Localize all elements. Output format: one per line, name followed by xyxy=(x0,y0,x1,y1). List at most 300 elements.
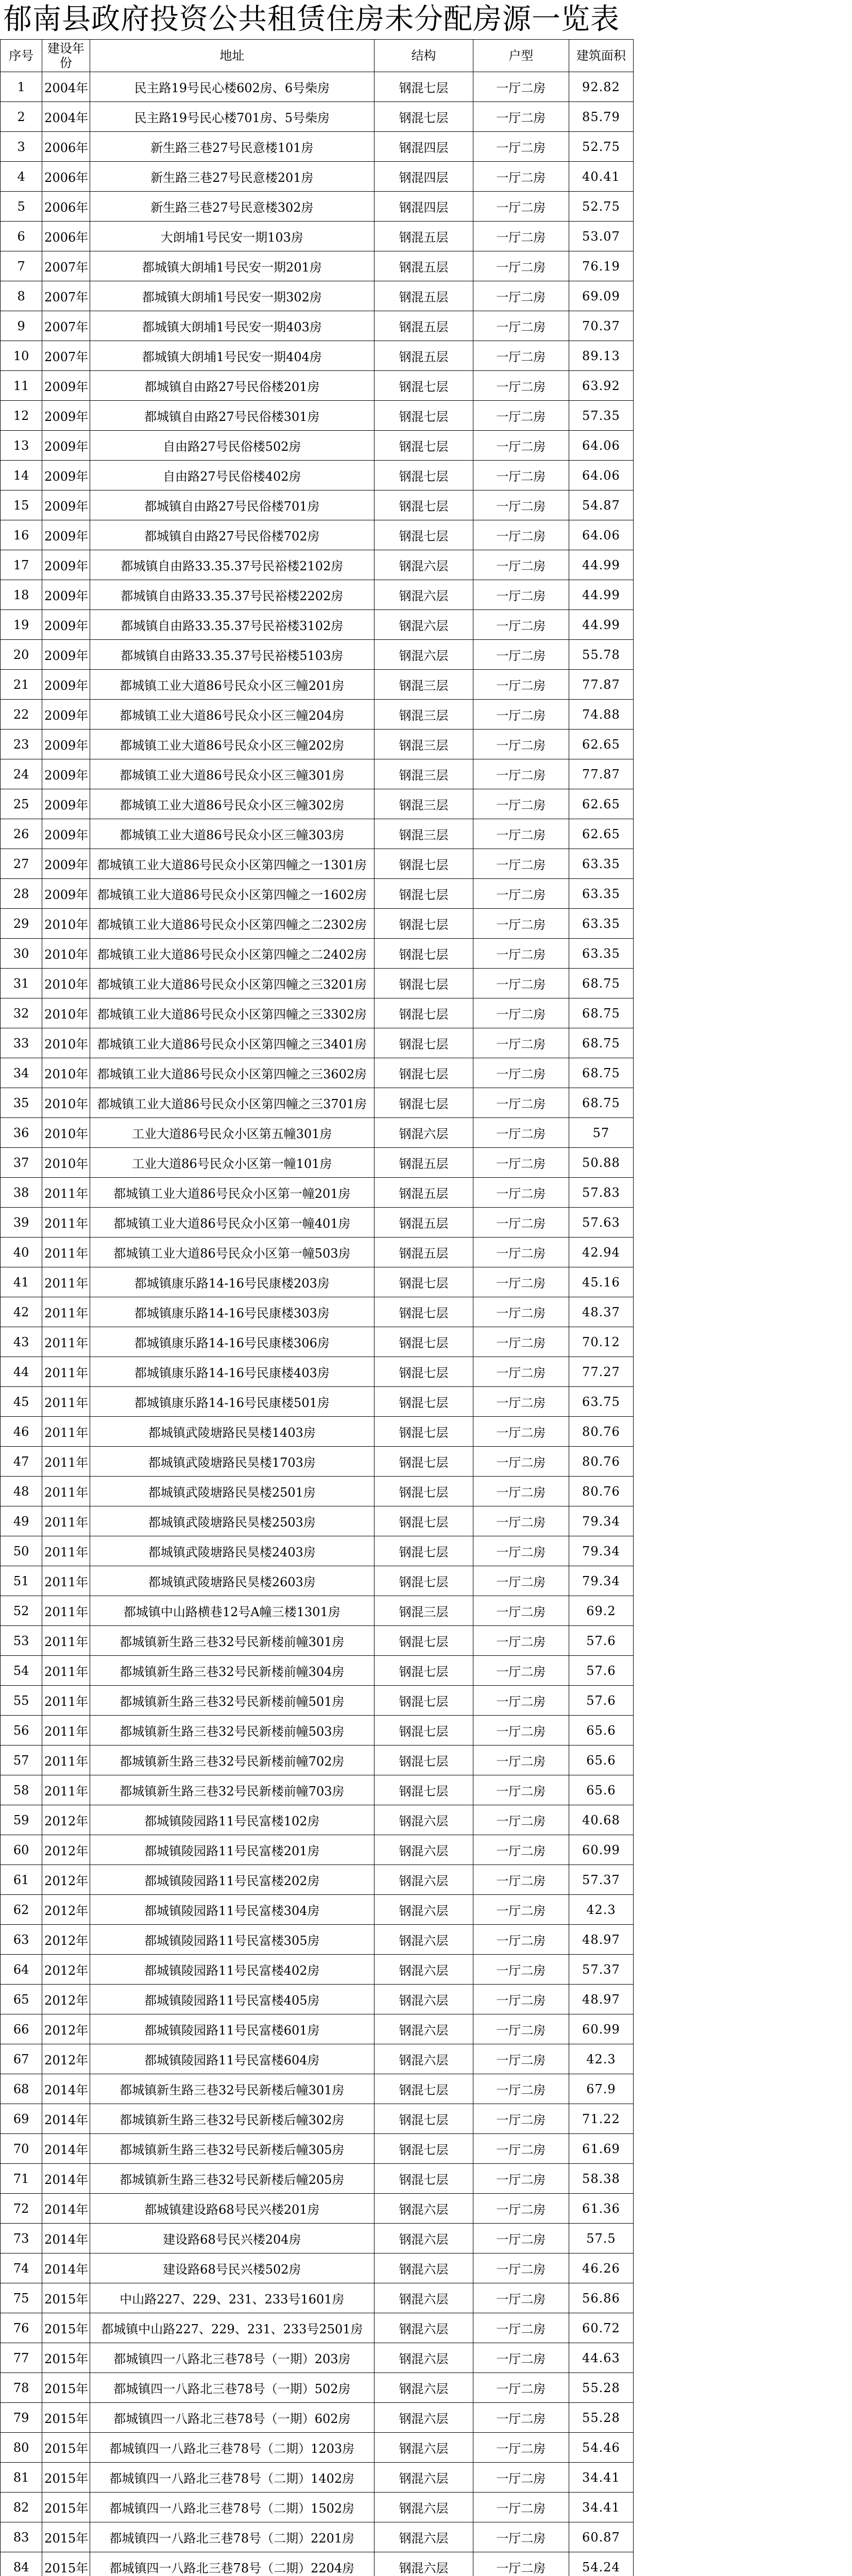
cell-area: 60.72 xyxy=(569,2313,633,2343)
cell-unit-type: 一厅二房 xyxy=(473,1387,569,1417)
cell-area: 40.41 xyxy=(569,162,633,192)
table-row xyxy=(1,1925,634,1955)
cell-index: 70 xyxy=(1,2134,42,2164)
cell-year: 2015年 xyxy=(42,2433,90,2463)
cell-unit-type: 一厅二房 xyxy=(473,909,569,939)
cell-index: 69 xyxy=(1,2104,42,2134)
cell-year: 2009年 xyxy=(42,580,90,610)
cell-year: 2014年 xyxy=(42,2104,90,2134)
table-row xyxy=(1,2552,634,2576)
cell-address: 都城镇陵园路11号民富楼102房 xyxy=(90,1805,374,1835)
cell-index: 27 xyxy=(1,849,42,879)
cell-area: 61.36 xyxy=(569,2194,633,2224)
cell-area: 69.09 xyxy=(569,281,633,311)
cell-year: 2011年 xyxy=(42,1357,90,1387)
table-row xyxy=(1,2343,634,2373)
cell-area: 80.76 xyxy=(569,1477,633,1506)
cell-unit-type: 一厅二房 xyxy=(473,2343,569,2373)
cell-unit-type: 一厅二房 xyxy=(473,610,569,640)
cell-year: 2011年 xyxy=(42,1208,90,1238)
cell-area: 57.37 xyxy=(569,1955,633,1985)
cell-structure: 钢混三层 xyxy=(374,759,473,789)
table-row xyxy=(1,1865,634,1895)
cell-index: 56 xyxy=(1,1716,42,1745)
cell-index: 73 xyxy=(1,2224,42,2253)
cell-year: 2012年 xyxy=(42,2014,90,2044)
cell-structure: 钢混三层 xyxy=(374,730,473,759)
cell-unit-type: 一厅二房 xyxy=(473,222,569,251)
table-row xyxy=(1,2313,634,2343)
table-row xyxy=(1,1477,634,1506)
cell-index: 60 xyxy=(1,1835,42,1865)
cell-area: 42.94 xyxy=(569,1238,633,1267)
cell-unit-type: 一厅二房 xyxy=(473,1148,569,1178)
cell-unit-type: 一厅二房 xyxy=(473,1028,569,1058)
table-row xyxy=(1,401,634,431)
cell-address: 都城镇陵园路11号民富楼202房 xyxy=(90,1865,374,1895)
cell-unit-type: 一厅二房 xyxy=(473,1536,569,1566)
cell-index: 46 xyxy=(1,1417,42,1447)
cell-unit-type: 一厅二房 xyxy=(473,1686,569,1716)
cell-year: 2009年 xyxy=(42,371,90,401)
cell-area: 57 xyxy=(569,1118,633,1148)
cell-area: 57.6 xyxy=(569,1626,633,1656)
table-row xyxy=(1,2164,634,2194)
table-row xyxy=(1,909,634,939)
cell-structure: 钢混七层 xyxy=(374,1716,473,1745)
cell-year: 2010年 xyxy=(42,1148,90,1178)
cell-area: 46.26 xyxy=(569,2253,633,2283)
cell-area: 54.24 xyxy=(569,2552,633,2576)
table-row xyxy=(1,520,634,550)
header-row xyxy=(1,40,634,72)
cell-address: 都城镇自由路27号民俗楼301房 xyxy=(90,401,374,431)
cell-area: 34.41 xyxy=(569,2493,633,2522)
cell-area: 70.12 xyxy=(569,1327,633,1357)
cell-year: 2011年 xyxy=(42,1238,90,1267)
cell-index: 45 xyxy=(1,1387,42,1417)
cell-index: 66 xyxy=(1,2014,42,2044)
cell-unit-type: 一厅二房 xyxy=(473,2373,569,2403)
table-row xyxy=(1,550,634,580)
cell-address: 都城镇武陵塘路民昊楼1703房 xyxy=(90,1447,374,1477)
table-row xyxy=(1,1208,634,1238)
table-row xyxy=(1,2134,634,2164)
cell-index: 18 xyxy=(1,580,42,610)
cell-structure: 钢混六层 xyxy=(374,2552,473,2576)
cell-unit-type: 一厅二房 xyxy=(473,1506,569,1536)
cell-area: 54.46 xyxy=(569,2433,633,2463)
cell-structure: 钢混六层 xyxy=(374,2343,473,2373)
cell-unit-type: 一厅二房 xyxy=(473,1745,569,1775)
cell-area: 65.6 xyxy=(569,1716,633,1745)
cell-unit-type: 一厅二房 xyxy=(473,1208,569,1238)
header-structure: 结构 xyxy=(374,40,473,72)
cell-structure: 钢混六层 xyxy=(374,2403,473,2433)
cell-index: 22 xyxy=(1,700,42,730)
cell-address: 都城镇工业大道86号民众小区第四幢之一1301房 xyxy=(90,849,374,879)
cell-address: 都城镇康乐路14-16号民康楼306房 xyxy=(90,1327,374,1357)
cell-index: 40 xyxy=(1,1238,42,1267)
cell-index: 76 xyxy=(1,2313,42,2343)
cell-index: 4 xyxy=(1,162,42,192)
cell-unit-type: 一厅二房 xyxy=(473,2104,569,2134)
cell-year: 2014年 xyxy=(42,2164,90,2194)
cell-address: 都城镇工业大道86号民众小区三幢204房 xyxy=(90,700,374,730)
table-row xyxy=(1,640,634,670)
table-body xyxy=(1,72,634,2576)
cell-year: 2009年 xyxy=(42,849,90,879)
cell-area: 63.92 xyxy=(569,371,633,401)
cell-year: 2009年 xyxy=(42,700,90,730)
cell-structure: 钢混七层 xyxy=(374,2104,473,2134)
cell-unit-type: 一厅二房 xyxy=(473,1178,569,1208)
cell-address: 都城镇自由路27号民俗楼201房 xyxy=(90,371,374,401)
cell-address: 都城镇康乐路14-16号民康楼203房 xyxy=(90,1267,374,1297)
cell-unit-type: 一厅二房 xyxy=(473,1417,569,1447)
cell-unit-type: 一厅二房 xyxy=(473,401,569,431)
cell-address: 都城镇陵园路11号民富楼201房 xyxy=(90,1835,374,1865)
cell-structure: 钢混七层 xyxy=(374,1267,473,1297)
cell-unit-type: 一厅二房 xyxy=(473,1985,569,2014)
cell-area: 92.82 xyxy=(569,72,633,102)
cell-structure: 钢混六层 xyxy=(374,1118,473,1148)
cell-area: 55.78 xyxy=(569,640,633,670)
cell-unit-type: 一厅二房 xyxy=(473,162,569,192)
cell-unit-type: 一厅二房 xyxy=(473,2283,569,2313)
cell-unit-type: 一厅二房 xyxy=(473,939,569,969)
cell-area: 57.5 xyxy=(569,2224,633,2253)
table-row xyxy=(1,1895,634,1925)
cell-year: 2010年 xyxy=(42,939,90,969)
cell-structure: 钢混七层 xyxy=(374,490,473,520)
cell-year: 2006年 xyxy=(42,192,90,222)
cell-index: 41 xyxy=(1,1267,42,1297)
cell-unit-type: 一厅二房 xyxy=(473,1895,569,1925)
cell-address: 都城镇工业大道86号民众小区三幢202房 xyxy=(90,730,374,759)
cell-address: 都城镇工业大道86号民众小区三幢302房 xyxy=(90,789,374,819)
table-row xyxy=(1,2283,634,2313)
header-year: 建设年份 xyxy=(42,40,90,72)
cell-area: 34.41 xyxy=(569,2463,633,2493)
cell-unit-type: 一厅二房 xyxy=(473,2253,569,2283)
table-row xyxy=(1,311,634,341)
table-row xyxy=(1,1955,634,1985)
cell-year: 2007年 xyxy=(42,251,90,281)
cell-address: 都城镇自由路33.35.37号民裕楼2102房 xyxy=(90,550,374,580)
cell-area: 60.99 xyxy=(569,2014,633,2044)
cell-area: 63.35 xyxy=(569,849,633,879)
cell-structure: 钢混五层 xyxy=(374,1208,473,1238)
cell-unit-type: 一厅二房 xyxy=(473,2224,569,2253)
cell-area: 69.2 xyxy=(569,1596,633,1626)
header-address: 地址 xyxy=(90,40,374,72)
cell-year: 2015年 xyxy=(42,2552,90,2576)
cell-address: 都城镇四一八路北三巷78号（一期）502房 xyxy=(90,2373,374,2403)
cell-structure: 钢混六层 xyxy=(374,1925,473,1955)
cell-index: 55 xyxy=(1,1686,42,1716)
cell-area: 64.06 xyxy=(569,461,633,490)
cell-area: 57.35 xyxy=(569,401,633,431)
cell-address: 都城镇自由路33.35.37号民裕楼2202房 xyxy=(90,580,374,610)
cell-index: 34 xyxy=(1,1058,42,1088)
table-row xyxy=(1,1118,634,1148)
cell-index: 80 xyxy=(1,2433,42,2463)
cell-area: 44.99 xyxy=(569,580,633,610)
cell-index: 2 xyxy=(1,102,42,132)
cell-year: 2015年 xyxy=(42,2343,90,2373)
cell-address: 都城镇自由路27号民俗楼701房 xyxy=(90,490,374,520)
cell-unit-type: 一厅二房 xyxy=(473,1447,569,1477)
table-row xyxy=(1,102,634,132)
cell-index: 16 xyxy=(1,520,42,550)
table-row xyxy=(1,580,634,610)
cell-year: 2012年 xyxy=(42,1985,90,2014)
cell-unit-type: 一厅二房 xyxy=(473,1238,569,1267)
cell-structure: 钢混七层 xyxy=(374,1506,473,1536)
table-row xyxy=(1,1148,634,1178)
cell-area: 64.06 xyxy=(569,520,633,550)
table-row xyxy=(1,2014,634,2044)
table-row xyxy=(1,2403,634,2433)
cell-year: 2011年 xyxy=(42,1686,90,1716)
cell-area: 53.07 xyxy=(569,222,633,251)
table-row xyxy=(1,730,634,759)
cell-structure: 钢混五层 xyxy=(374,341,473,371)
cell-year: 2011年 xyxy=(42,1745,90,1775)
cell-year: 2014年 xyxy=(42,2134,90,2164)
cell-area: 58.38 xyxy=(569,2164,633,2194)
cell-index: 11 xyxy=(1,371,42,401)
table-row xyxy=(1,1566,634,1596)
cell-unit-type: 一厅二房 xyxy=(473,1925,569,1955)
cell-address: 都城镇中山路横巷12号A幢三楼1301房 xyxy=(90,1596,374,1626)
cell-area: 57.37 xyxy=(569,1865,633,1895)
cell-structure: 钢混六层 xyxy=(374,2194,473,2224)
cell-year: 2009年 xyxy=(42,550,90,580)
cell-year: 2011年 xyxy=(42,1596,90,1626)
table-row xyxy=(1,610,634,640)
cell-year: 2014年 xyxy=(42,2074,90,2104)
cell-year: 2012年 xyxy=(42,1805,90,1835)
cell-address: 都城镇工业大道86号民众小区第四幢之二2302房 xyxy=(90,909,374,939)
cell-year: 2010年 xyxy=(42,1058,90,1088)
cell-unit-type: 一厅二房 xyxy=(473,281,569,311)
cell-index: 6 xyxy=(1,222,42,251)
cell-area: 50.88 xyxy=(569,1148,633,1178)
cell-structure: 钢混七层 xyxy=(374,1447,473,1477)
cell-year: 2011年 xyxy=(42,1477,90,1506)
table-row xyxy=(1,819,634,849)
cell-unit-type: 一厅二房 xyxy=(473,640,569,670)
cell-address: 都城镇工业大道86号民众小区三幢201房 xyxy=(90,670,374,700)
table-row xyxy=(1,251,634,281)
cell-index: 57 xyxy=(1,1745,42,1775)
cell-unit-type: 一厅二房 xyxy=(473,490,569,520)
cell-address: 工业大道86号民众小区第一幢101房 xyxy=(90,1148,374,1178)
cell-index: 25 xyxy=(1,789,42,819)
cell-unit-type: 一厅二房 xyxy=(473,2463,569,2493)
cell-unit-type: 一厅二房 xyxy=(473,1566,569,1596)
cell-year: 2007年 xyxy=(42,311,90,341)
table-row xyxy=(1,281,634,311)
cell-address: 都城镇建设路68号民兴楼201房 xyxy=(90,2194,374,2224)
cell-index: 82 xyxy=(1,2493,42,2522)
cell-index: 54 xyxy=(1,1656,42,1686)
table-row xyxy=(1,1297,634,1327)
cell-year: 2010年 xyxy=(42,969,90,998)
table-row xyxy=(1,2253,634,2283)
cell-year: 2011年 xyxy=(42,1417,90,1447)
cell-index: 24 xyxy=(1,759,42,789)
cell-address: 都城镇新生路三巷32号民新楼前幢304房 xyxy=(90,1656,374,1686)
table-row xyxy=(1,1835,634,1865)
table-row xyxy=(1,132,634,162)
cell-area: 68.75 xyxy=(569,1058,633,1088)
cell-year: 2014年 xyxy=(42,2253,90,2283)
cell-unit-type: 一厅二房 xyxy=(473,700,569,730)
cell-index: 48 xyxy=(1,1477,42,1506)
cell-area: 48.97 xyxy=(569,1925,633,1955)
cell-unit-type: 一厅二房 xyxy=(473,1835,569,1865)
cell-address: 都城镇武陵塘路民昊楼1403房 xyxy=(90,1417,374,1447)
table-row xyxy=(1,1267,634,1297)
cell-address: 都城镇陵园路11号民富楼604房 xyxy=(90,2044,374,2074)
cell-area: 42.3 xyxy=(569,1895,633,1925)
cell-address: 都城镇新生路三巷32号民新楼后幢205房 xyxy=(90,2164,374,2194)
table-row xyxy=(1,1536,634,1566)
cell-unit-type: 一厅二房 xyxy=(473,819,569,849)
cell-year: 2004年 xyxy=(42,102,90,132)
cell-unit-type: 一厅二房 xyxy=(473,1775,569,1805)
cell-address: 都城镇大朗埔1号民安一期404房 xyxy=(90,341,374,371)
cell-year: 2011年 xyxy=(42,1506,90,1536)
table-row xyxy=(1,341,634,371)
cell-index: 10 xyxy=(1,341,42,371)
table-row xyxy=(1,1028,634,1058)
cell-area: 71.22 xyxy=(569,2104,633,2134)
table-row xyxy=(1,72,634,102)
cell-structure: 钢混六层 xyxy=(374,2313,473,2343)
cell-address: 都城镇工业大道86号民众小区第四幢之三3201房 xyxy=(90,969,374,998)
cell-unit-type: 一厅二房 xyxy=(473,2164,569,2194)
table-row xyxy=(1,431,634,461)
table-row xyxy=(1,1656,634,1686)
cell-area: 52.75 xyxy=(569,132,633,162)
cell-unit-type: 一厅二房 xyxy=(473,1596,569,1626)
cell-index: 67 xyxy=(1,2044,42,2074)
cell-address: 都城镇四一八路北三巷78号（一期）602房 xyxy=(90,2403,374,2433)
cell-structure: 钢混六层 xyxy=(374,1985,473,2014)
page-title: 郁南县政府投资公共租赁住房未分配房源一览表 xyxy=(3,3,620,36)
cell-unit-type: 一厅二房 xyxy=(473,2313,569,2343)
cell-address: 都城镇陵园路11号民富楼405房 xyxy=(90,1985,374,2014)
cell-structure: 钢混七层 xyxy=(374,2164,473,2194)
table-row xyxy=(1,1626,634,1656)
cell-unit-type: 一厅二房 xyxy=(473,1297,569,1327)
cell-index: 15 xyxy=(1,490,42,520)
cell-structure: 钢混七层 xyxy=(374,1477,473,1506)
cell-structure: 钢混七层 xyxy=(374,1417,473,1447)
cell-area: 44.99 xyxy=(569,610,633,640)
table-row xyxy=(1,2224,634,2253)
cell-area: 42.3 xyxy=(569,2044,633,2074)
cell-index: 63 xyxy=(1,1925,42,1955)
cell-structure: 钢混七层 xyxy=(374,1656,473,1686)
table-row xyxy=(1,1327,634,1357)
cell-index: 61 xyxy=(1,1865,42,1895)
cell-unit-type: 一厅二房 xyxy=(473,969,569,998)
table-row xyxy=(1,2373,634,2403)
cell-unit-type: 一厅二房 xyxy=(473,1088,569,1118)
table-row xyxy=(1,1088,634,1118)
cell-unit-type: 一厅二房 xyxy=(473,192,569,222)
table-row xyxy=(1,939,634,969)
cell-year: 2009年 xyxy=(42,879,90,909)
cell-structure: 钢混七层 xyxy=(374,909,473,939)
table-row xyxy=(1,2433,634,2463)
cell-address: 都城镇四一八路北三巷78号（二期）2201房 xyxy=(90,2522,374,2552)
cell-address: 都城镇大朗埔1号民安一期403房 xyxy=(90,311,374,341)
cell-structure: 钢混七层 xyxy=(374,1626,473,1656)
cell-unit-type: 一厅二房 xyxy=(473,550,569,580)
cell-structure: 钢混六层 xyxy=(374,2253,473,2283)
cell-area: 44.63 xyxy=(569,2343,633,2373)
cell-index: 53 xyxy=(1,1626,42,1656)
table-row xyxy=(1,2044,634,2074)
cell-year: 2009年 xyxy=(42,401,90,431)
table-row xyxy=(1,1417,634,1447)
cell-year: 2006年 xyxy=(42,222,90,251)
cell-year: 2009年 xyxy=(42,789,90,819)
cell-unit-type: 一厅二房 xyxy=(473,132,569,162)
cell-year: 2011年 xyxy=(42,1775,90,1805)
cell-area: 62.65 xyxy=(569,730,633,759)
cell-structure: 钢混六层 xyxy=(374,1805,473,1835)
cell-address: 都城镇康乐路14-16号民康楼303房 xyxy=(90,1297,374,1327)
cell-area: 56.86 xyxy=(569,2283,633,2313)
cell-year: 2015年 xyxy=(42,2522,90,2552)
cell-area: 65.6 xyxy=(569,1775,633,1805)
cell-structure: 钢混七层 xyxy=(374,371,473,401)
cell-year: 2015年 xyxy=(42,2313,90,2343)
cell-address: 都城镇康乐路14-16号民康楼501房 xyxy=(90,1387,374,1417)
cell-index: 50 xyxy=(1,1536,42,1566)
cell-address: 都城镇武陵塘路民昊楼2503房 xyxy=(90,1506,374,1536)
cell-structure: 钢混六层 xyxy=(374,1955,473,1985)
cell-area: 64.06 xyxy=(569,431,633,461)
cell-structure: 钢混五层 xyxy=(374,311,473,341)
cell-address: 都城镇新生路三巷32号民新楼前幢503房 xyxy=(90,1716,374,1745)
cell-structure: 钢混五层 xyxy=(374,1148,473,1178)
cell-area: 40.68 xyxy=(569,1805,633,1835)
cell-structure: 钢混六层 xyxy=(374,2433,473,2463)
cell-structure: 钢混六层 xyxy=(374,580,473,610)
cell-address: 都城镇自由路33.35.37号民裕楼5103房 xyxy=(90,640,374,670)
cell-area: 68.75 xyxy=(569,998,633,1028)
cell-address: 都城镇陵园路11号民富楼402房 xyxy=(90,1955,374,1985)
table-row xyxy=(1,490,634,520)
cell-structure: 钢混七层 xyxy=(374,1058,473,1088)
cell-year: 2012年 xyxy=(42,1925,90,1955)
cell-address: 建设路68号民兴楼204房 xyxy=(90,2224,374,2253)
cell-address: 都城镇武陵塘路民昊楼2603房 xyxy=(90,1566,374,1596)
cell-structure: 钢混四层 xyxy=(374,162,473,192)
cell-structure: 钢混五层 xyxy=(374,251,473,281)
cell-area: 77.87 xyxy=(569,670,633,700)
cell-area: 63.35 xyxy=(569,909,633,939)
cell-address: 自由路27号民俗楼502房 xyxy=(90,431,374,461)
